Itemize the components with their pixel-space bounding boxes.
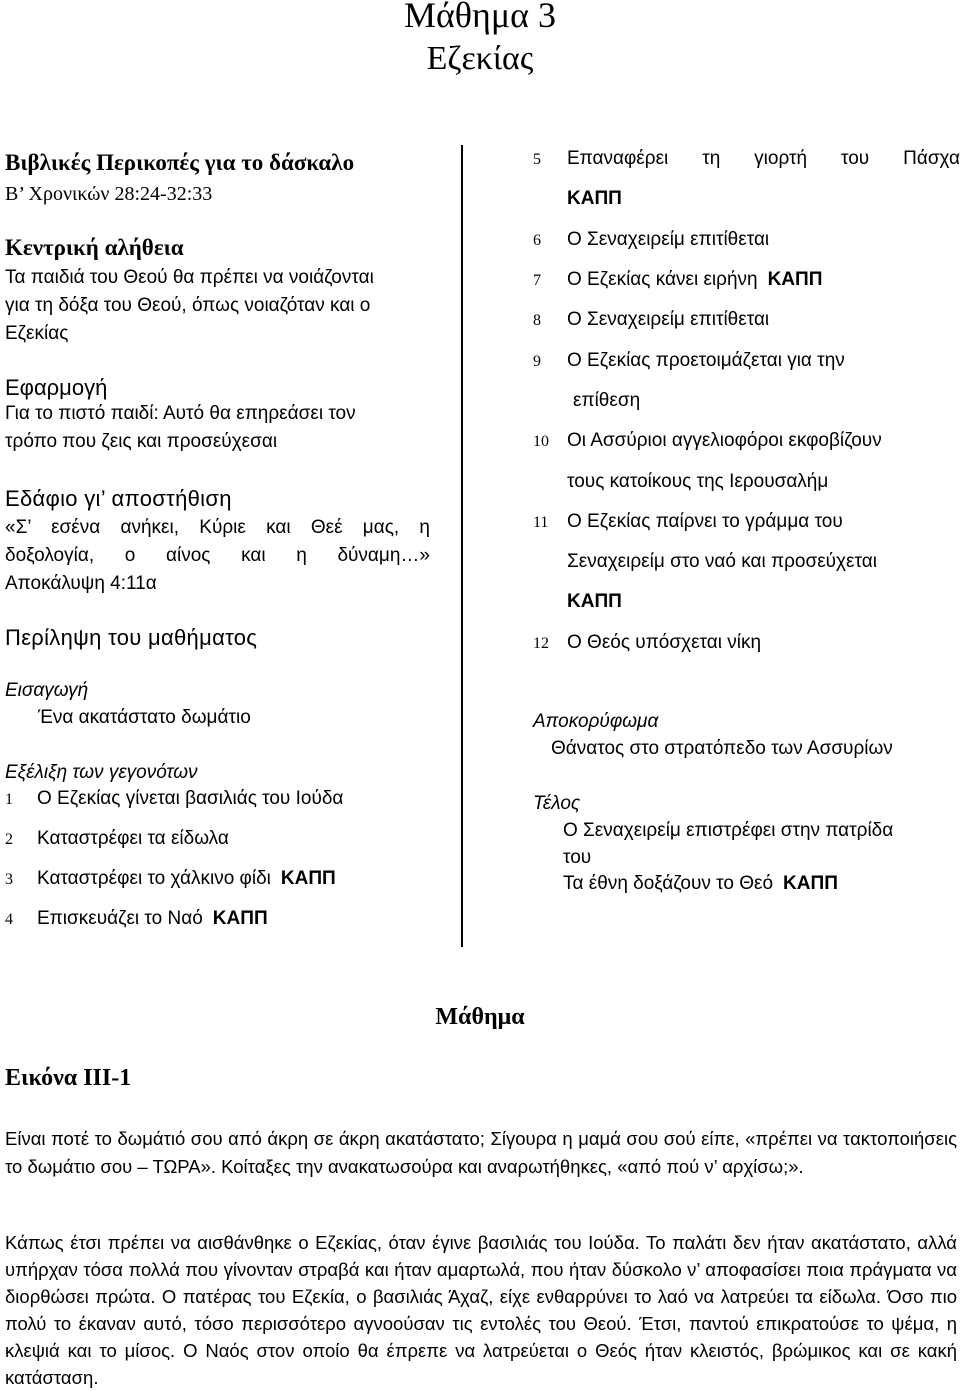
application-text	[5, 400, 356, 456]
event-row	[533, 511, 843, 533]
kapp-tag: ΚΑΠΠ	[567, 591, 622, 612]
event-row	[533, 430, 882, 452]
passages-text: Β’ Χρονικών 28:24-32:33	[5, 183, 213, 205]
event-row	[5, 828, 229, 850]
event-number: 3	[5, 871, 13, 888]
page-title: Μάθημα 3	[403, 0, 557, 35]
climax-text: Θάνατος στο στρατόπεδο των Ασσυρίων	[551, 738, 893, 759]
event-text: Ο Εζεκίας παίρνει το γράμμα του	[567, 511, 843, 532]
figure-label: Εικόνα ΙΙΙ-1	[5, 1065, 132, 1091]
memory-line: Αποκάλυψη 4:11α	[5, 573, 157, 594]
event-number: 10	[533, 433, 549, 450]
event-number: 11	[533, 514, 549, 531]
event-text: Ο Εζεκίας προετοιμάζεται για την	[567, 350, 845, 371]
event-number: 4	[5, 911, 13, 928]
events-label: Εξέλιξη των γεγονότων	[5, 762, 198, 783]
end-text-cont: του	[563, 847, 592, 868]
truth-heading: Κεντρική αλήθεια	[5, 235, 184, 260]
event-text: Ο Σεναχειρείμ επιτίθεται	[567, 309, 770, 330]
event-row	[5, 788, 343, 810]
event-number: 7	[533, 272, 541, 289]
kapp-tag: ΚΑΠΠ	[767, 269, 823, 290]
intro-label: Εισαγωγή	[5, 680, 89, 701]
kapp-tag: ΚΑΠΠ	[567, 188, 622, 209]
event-row	[533, 309, 769, 331]
event-text: Καταστρέφει τα είδωλα	[37, 828, 229, 849]
event-row	[533, 632, 761, 654]
event-text-cont: τους κατοίκους της Ιερουσαλήμ	[567, 471, 829, 492]
event-row	[533, 148, 960, 170]
memory-heading: Εδάφιο γι’ αποστήθιση	[5, 486, 232, 511]
kapp-tag: ΚΑΠΠ	[783, 873, 838, 894]
event-text: Επαναφέρει τη γιορτή του Πάσχα	[567, 148, 960, 169]
climax-label: Αποκορύφωμα	[533, 711, 659, 732]
lesson-paragraph-2: Κάπως έτσι πρέπει να αισθάνθηκε ο Εζεκίας, όταν έγινε βασιλιάς του Ιούδα. Το παλάτι δεν ήταν ακατάστατο, αλλά υπήρχαν τόσα πολλά που γίνονταν στραβά και ήταν αμαρτωλά, που ήταν δύσκολο ν’ αποφασίσει ποια πράγματα να διορθώσει πρώτα. Ο πατέρας του Εζεκία, ο βασιλιάς Άχαζ, είχε ενθαρρύνει το λαό να λατρεύει τα είδωλα. Όσο πιο πολύ το έκαναν αυτό, τόσο περισσότερο αγνοούσαν τις εντολές του Θεού. Έτσι, παντού επικρατούσε το ψέμα, η κλεψιά και το μίσος. Ο Ναός στον οποίο θα έπρεπε να λατρεύεται ο Θεός ήταν κλειστός, βρώμικος και σε κακή κατάσταση.	[5, 1232, 957, 1388]
event-row	[533, 269, 822, 291]
event-number: 6	[533, 232, 541, 249]
event-row	[533, 229, 769, 251]
event-row	[5, 868, 336, 890]
truth-text	[5, 264, 374, 348]
intro-text: Ένα ακατάστατο δωμάτιο	[38, 707, 251, 728]
event-text: Οι Ασσύριοι αγγελιοφόροι εκφοβίζουν	[567, 430, 882, 451]
page-subtitle: Εζεκίας	[426, 40, 534, 77]
end-text: Ο Σεναχειρείμ επιστρέφει στην πατρίδα	[563, 820, 894, 841]
lesson-heading: Μάθημα	[435, 1004, 525, 1030]
event-text-cont: επίθεση	[573, 390, 641, 411]
event-text-cont: Σεναχειρείμ στο ναό και προσεύχεται	[567, 551, 877, 572]
event-text: Επισκευάζει το Ναό	[37, 908, 203, 929]
end-label: Τέλος	[533, 793, 581, 814]
kapp-tag: ΚΑΠΠ	[280, 868, 336, 889]
event-number: 2	[5, 831, 13, 848]
memory-text	[5, 514, 430, 598]
end-row	[563, 873, 838, 895]
end-text: Τα έθνη δοξάζουν το Θεό	[563, 873, 774, 894]
summary-heading: Περίληψη του μαθήματος	[5, 625, 258, 650]
passages-heading: Βιβλικές Περικοπές για το δάσκαλο	[5, 150, 355, 175]
truth-line: Εζεκίας	[5, 323, 69, 344]
event-number: 12	[533, 635, 549, 652]
application-heading: Εφαρμογή	[5, 375, 108, 400]
event-text: Ο Εζεκίας κάνει ειρήνη	[567, 269, 758, 290]
kapp-tag: ΚΑΠΠ	[212, 908, 268, 929]
application-line: Για το πιστό παιδί: Αυτό θα επηρεάσει τον	[5, 403, 356, 424]
event-text: Ο Σεναχειρείμ επιτίθεται	[567, 229, 770, 250]
memory-line: δοξολογία, ο αίνος και η δύναμη…»	[5, 545, 430, 566]
event-row	[5, 908, 268, 930]
event-row	[533, 350, 845, 372]
event-text: Καταστρέφει το χάλκινο φίδι	[37, 868, 271, 889]
event-text: Ο Εζεκίας γίνεται βασιλιάς του Ιούδα	[37, 788, 344, 809]
memory-line: «Σ’ εσένα ανήκει, Κύριε και Θεέ μας, η	[5, 517, 430, 538]
event-number: 8	[533, 312, 541, 329]
lesson-paragraph-1: Είναι ποτέ το δωμάτιό σου από άκρη σε άκρη ακατάστατο; Σίγουρα η μαμά σου σού είπε, «πρέπει να τακτοποιήσεις το δωμάτιο σου – ΤΩΡΑ». Κοίταξες την ανακατωσούρα και αναρωτήθηκες, «από πού ν’ αρχίσω;».	[5, 1128, 957, 1177]
application-line: τρόπο που ζεις και προσεύχεσαι	[5, 431, 278, 452]
truth-line: για τη δόξα του Θεού, όπως νοιαζόταν και ο	[5, 295, 371, 316]
truth-line: Τα παιδιά του Θεού θα πρέπει να νοιάζονται	[5, 267, 374, 288]
event-number: 9	[533, 353, 541, 370]
event-text: Ο Θεός υπόσχεται νίκη	[567, 632, 762, 653]
event-number: 5	[533, 151, 541, 168]
event-number: 1	[5, 791, 13, 808]
column-divider	[461, 145, 463, 947]
